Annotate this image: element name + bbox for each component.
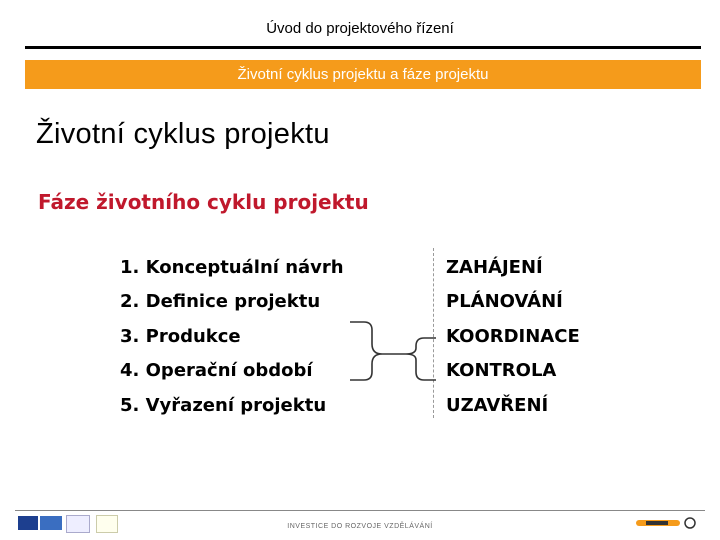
- phase-item-2: 2. Definice projektu: [120, 291, 321, 312]
- connector-braces: [340, 316, 440, 386]
- phase-item-4: 4. Operační období: [120, 360, 313, 381]
- phase-item-3: 3. Produkce: [120, 326, 241, 347]
- header-divider: [25, 46, 701, 49]
- slide-title: Životní cyklus projektu: [36, 118, 330, 150]
- phase-item-1: 1. Konceptuální návrh: [120, 257, 344, 278]
- section-banner: Životní cyklus projektu a fáze projektu: [25, 60, 701, 89]
- footer-text: INVESTICE DO ROZVOJE VZDĚLÁVÁNÍ: [287, 523, 433, 530]
- phase-item-5: 5. Vyřazení projektu: [120, 395, 327, 416]
- partner-logo: [636, 517, 698, 529]
- stage-item-5: UZAVŘENÍ: [446, 395, 549, 416]
- stage-item-3: KOORDINACE: [446, 326, 580, 347]
- footer-divider: [15, 510, 705, 511]
- stage-item-2: PLÁNOVÁNÍ: [446, 291, 563, 312]
- left-brace: [350, 322, 382, 380]
- stage-item-4: KONTROLA: [446, 360, 557, 381]
- course-title: Úvod do projektového řízení: [266, 20, 454, 37]
- stage-item-1: ZAHÁJENÍ: [446, 257, 543, 278]
- right-brace: [406, 338, 436, 380]
- slide-subtitle: Fáze životního cyklu projektu: [38, 190, 369, 214]
